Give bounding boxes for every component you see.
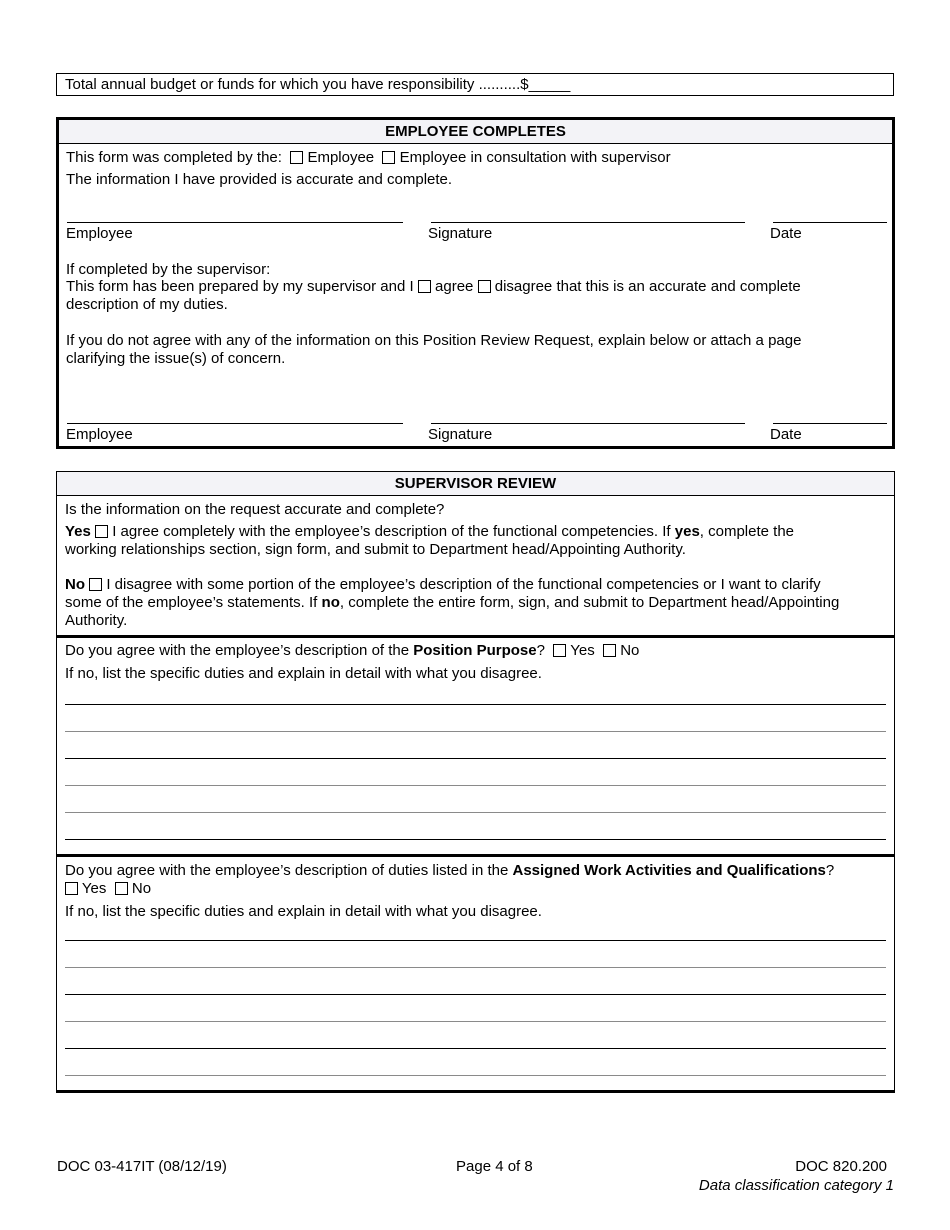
purpose-bold: Position Purpose xyxy=(413,642,537,659)
footer-policy-number: DOC 820.200 xyxy=(795,1158,887,1175)
section-divider-2 xyxy=(57,854,894,857)
no-bold: no xyxy=(321,594,340,611)
no-row-2 xyxy=(65,594,839,612)
purpose-yes-label: Yes xyxy=(570,642,595,659)
yes-text-line2: working relationships section, sign form, and submit to Department head/Appointing Authority. xyxy=(65,541,686,558)
accuracy-question: Is the information on the request accurate and complete? xyxy=(65,501,445,518)
signature-caption-2: Signature xyxy=(428,426,493,443)
activities-answer-line-1[interactable] xyxy=(65,940,886,941)
footer-page-number: Page 4 of 8 xyxy=(456,1158,533,1175)
date-caption-1: Date xyxy=(770,225,802,242)
budget-label: Total annual budget or funds for which you have responsibility xyxy=(65,76,475,93)
date-line-2[interactable] xyxy=(773,423,887,424)
prepared-by-row xyxy=(66,278,801,296)
prepared-by-line2: description of my duties. xyxy=(66,296,228,313)
disagree-instruction-1: If you do not agree with any of the information on this Position Review Request, explain below or attach a page xyxy=(66,332,802,349)
agree-checkbox[interactable] xyxy=(418,280,431,293)
date-line-1[interactable] xyxy=(773,222,887,223)
employee-completes-header: EMPLOYEE COMPLETES xyxy=(59,120,892,144)
accuracy-statement: The information I have provided is accurate and complete. xyxy=(66,171,453,188)
budget-dots: .......... xyxy=(478,76,521,93)
activities-instruction: If no, list the specific duties and explain in detail with what you disagree. xyxy=(65,903,542,920)
employee-completes-section xyxy=(56,117,895,449)
budget-box xyxy=(56,73,894,96)
purpose-answer-line-5[interactable] xyxy=(65,812,886,813)
employee-signature-line-1[interactable] xyxy=(67,222,403,223)
signature-line-2[interactable] xyxy=(431,423,745,424)
activities-answer-line-5[interactable] xyxy=(65,1048,886,1049)
purpose-answer-line-4[interactable] xyxy=(65,785,886,786)
activities-yes-checkbox[interactable] xyxy=(65,882,78,895)
disagree-checkbox[interactable] xyxy=(478,280,491,293)
purpose-answer-line-1[interactable] xyxy=(65,704,886,705)
employee-caption-1: Employee xyxy=(66,225,133,242)
purpose-answer-line-6[interactable] xyxy=(65,839,886,840)
no-text-b: , complete the entire form, sign, and submit to Department head/Appointing xyxy=(339,594,840,611)
activities-yes-label: Yes xyxy=(81,880,107,897)
purpose-question-a: Do you agree with the employee’s description of the xyxy=(65,642,410,659)
activities-question-a: Do you agree with the employee’s description of duties listed in the xyxy=(65,862,509,879)
purpose-no-checkbox[interactable] xyxy=(603,644,616,657)
consultation-checkbox[interactable] xyxy=(382,151,395,164)
budget-amount-field[interactable]: $_____ xyxy=(520,76,571,93)
agree-label: agree xyxy=(435,278,474,295)
purpose-answer-line-2[interactable] xyxy=(65,731,886,732)
no-text-a: some of the employee’s statements. If xyxy=(65,594,318,611)
yes-row xyxy=(65,523,794,541)
employee-checkbox[interactable] xyxy=(290,151,303,164)
no-text-line1: I disagree with some portion of the employee’s description of the functional competencies or I want to clarify xyxy=(106,576,821,593)
purpose-instruction: If no, list the specific duties and explain in detail with what you disagree. xyxy=(65,665,542,682)
disagree-instruction-2: clarifying the issue(s) of concern. xyxy=(66,350,286,367)
no-label: No xyxy=(65,576,85,593)
activities-answer-line-6[interactable] xyxy=(65,1075,886,1076)
purpose-question-row xyxy=(65,642,639,660)
no-text-line3: Authority. xyxy=(65,612,128,629)
purpose-no-label: No xyxy=(620,642,640,659)
activities-answer-line-2[interactable] xyxy=(65,967,886,968)
activities-bold: Assigned Work Activities and Qualifications xyxy=(512,862,826,879)
review-yes-checkbox[interactable] xyxy=(95,525,108,538)
activities-answer-line-3[interactable] xyxy=(65,994,886,995)
no-row xyxy=(65,576,821,594)
activities-no-checkbox[interactable] xyxy=(115,882,128,895)
footer-classification: Data classification category 1 xyxy=(698,1177,894,1194)
section-divider-1 xyxy=(57,635,894,638)
signature-line-1[interactable] xyxy=(431,222,745,223)
purpose-yes-checkbox[interactable] xyxy=(553,644,566,657)
yes-text-a: I agree completely with the employee’s description of the functional competencies. If xyxy=(112,523,671,540)
employee-caption-2: Employee xyxy=(66,426,133,443)
budget-row xyxy=(65,76,570,94)
yes-bold: yes xyxy=(674,523,700,540)
activities-question-b: ? xyxy=(825,862,835,879)
purpose-answer-line-3[interactable] xyxy=(65,758,886,759)
prepared-by-text: This form has been prepared by my supervisor and I xyxy=(66,278,414,295)
employee-option-label: Employee xyxy=(307,149,375,166)
consultation-option-label: Employee in consultation with supervisor xyxy=(399,149,671,166)
completed-by-label: This form was completed by the: xyxy=(66,149,282,166)
completed-by-row xyxy=(66,149,671,167)
date-caption-2: Date xyxy=(770,426,802,443)
signature-caption-1: Signature xyxy=(428,225,493,242)
supervisor-review-section xyxy=(56,471,895,1093)
supervisor-review-header: SUPERVISOR REVIEW xyxy=(57,472,894,496)
disagree-label: disagree that this is an accurate and complete xyxy=(494,278,801,295)
review-no-checkbox[interactable] xyxy=(89,578,102,591)
purpose-question-b: ? xyxy=(536,642,545,659)
employee-signature-line-2[interactable] xyxy=(67,423,403,424)
activities-options-row xyxy=(65,880,151,898)
yes-label: Yes xyxy=(65,523,91,540)
activities-answer-line-4[interactable] xyxy=(65,1021,886,1022)
footer-form-id: DOC 03-417IT (08/12/19) xyxy=(57,1158,227,1175)
supervisor-intro: If completed by the supervisor: xyxy=(66,261,271,278)
activities-no-label: No xyxy=(131,880,152,897)
yes-text-b: , complete the xyxy=(699,523,795,540)
activities-question-row xyxy=(65,862,834,880)
